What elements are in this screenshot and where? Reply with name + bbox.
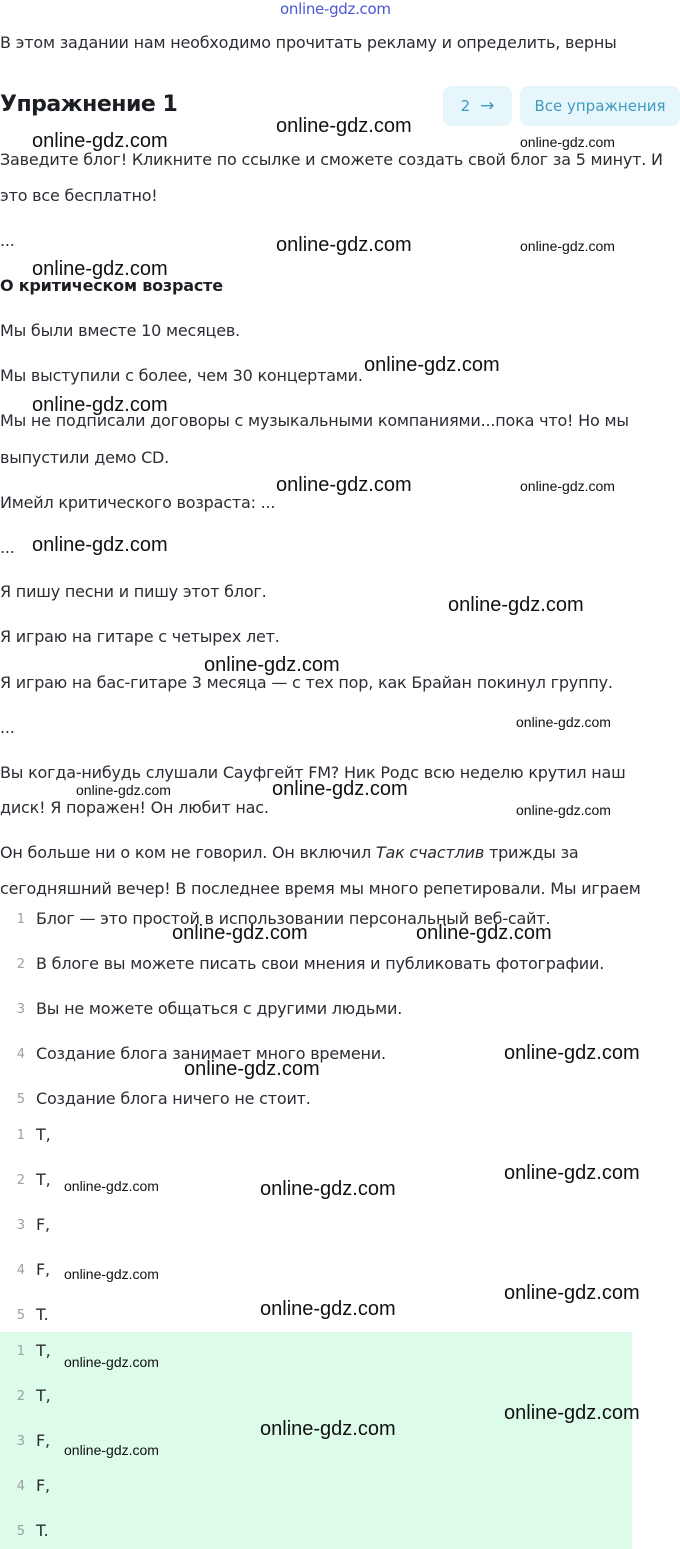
paragraph-part: Он больше ни о ком не говорил. Он включил (0, 843, 376, 862)
answer-number: 2 (16, 1389, 25, 1404)
watermark: online-gdz.com (276, 234, 412, 256)
statement-number: 1 (16, 912, 25, 927)
page-title: Упражнение 1 (0, 92, 178, 117)
watermark: online-gdz.com (64, 1266, 159, 1282)
paragraph: Я играю на бас-гитаре 3 месяца — с тех пор, как Брайан покинул группу. (0, 673, 613, 692)
paragraph: Заведите блог! Кликните по ссылке и сможете создать свой блог за 5 минут. И (0, 150, 663, 169)
paragraph: Мы выступили с более, чем 30 концертами. (0, 366, 363, 385)
paragraph: Я пишу песни и пишу этот блог. (0, 582, 267, 601)
answer-number: 3 (16, 1434, 25, 1449)
statement-text: Создание блога ничего не стоит. (36, 1089, 311, 1108)
ellipsis: ... (0, 718, 15, 737)
watermark: online-gdz.com (64, 1178, 159, 1194)
answer-number: 4 (16, 1263, 25, 1278)
statement-text: В блоге вы можете писать свои мнения и публиковать фотографии. (36, 954, 605, 973)
paragraph: Мы были вместе 10 месяцев. (0, 321, 240, 340)
watermark: online-gdz.com (32, 130, 168, 152)
next-exercise-label: 2 (460, 96, 471, 115)
blog-heading: О критическом возрасте (0, 276, 223, 295)
answer-number: 4 (16, 1479, 25, 1494)
paragraph: выпустили демо CD. (0, 448, 170, 467)
watermark: online-gdz.com (32, 534, 168, 556)
answer-text: T, (36, 1386, 51, 1405)
intro-text: В этом задании нам необходимо прочитать рекламу и определить, верны (0, 33, 617, 52)
watermark: online-gdz.com (520, 478, 615, 494)
paragraph (0, 845, 579, 861)
paragraph: Мы не подписали договоры с музыкальными компаниями...пока что! Но мы (0, 411, 629, 430)
song-title: Так счастлив (375, 843, 485, 862)
watermark: online-gdz.com (516, 714, 611, 730)
watermark: online-gdz.com (204, 654, 340, 676)
watermark: online-gdz.com (184, 1058, 320, 1080)
watermark: online-gdz.com (260, 1178, 396, 1200)
answer-text: F, (36, 1260, 50, 1279)
watermark: online-gdz.com (276, 474, 412, 496)
watermark: online-gdz.com (276, 115, 412, 137)
all-exercises-button[interactable]: Все упражнения (520, 86, 680, 126)
answer-number: 1 (16, 1344, 25, 1359)
statement-number: 5 (16, 1092, 25, 1107)
answer-text: T, (36, 1170, 51, 1189)
watermark: online-gdz.com (32, 394, 168, 416)
watermark: online-gdz.com (504, 1402, 640, 1424)
answer-text: T. (36, 1521, 49, 1540)
paragraph: Я играю на гитаре с четырех лет. (0, 627, 280, 646)
statement-text: Создание блога занимает много времени. (36, 1044, 386, 1063)
next-exercise-button[interactable] (443, 86, 512, 126)
statement-number: 2 (16, 957, 25, 972)
watermark: online-gdz.com (172, 922, 308, 944)
watermark: online-gdz.com (260, 1298, 396, 1320)
paragraph: это все бесплатно! (0, 186, 158, 205)
watermark: online-gdz.com (64, 1442, 159, 1458)
watermark: online-gdz.com (76, 782, 171, 798)
answer-text: F, (36, 1476, 50, 1495)
watermark: online-gdz.com (260, 1418, 396, 1440)
watermark: online-gdz.com (520, 134, 615, 150)
answer-number: 2 (16, 1173, 25, 1188)
watermark: online-gdz.com (504, 1162, 640, 1184)
answer-text: T, (36, 1341, 51, 1360)
answer-text: F, (36, 1431, 50, 1450)
site-link[interactable]: online-gdz.com (280, 0, 391, 18)
paragraph: Вы когда-нибудь слушали Сауфгейт FM? Ник Родс всю неделю крутил наш (0, 763, 626, 782)
watermark: online-gdz.com (520, 238, 615, 254)
answer-text: T. (36, 1305, 49, 1324)
statement-text: Блог — это простой в использовании персональный веб-сайт. (36, 909, 551, 928)
statement-text: Вы не можете общаться с другими людьми. (36, 999, 403, 1018)
watermark: online-gdz.com (416, 922, 552, 944)
paragraph: диск! Я поражен! Он любит нас. (0, 798, 269, 817)
statement-number: 3 (16, 1002, 25, 1017)
watermark: online-gdz.com (64, 1354, 159, 1370)
answer-number: 5 (16, 1524, 25, 1539)
statement-number: 4 (16, 1047, 25, 1062)
watermark: online-gdz.com (272, 778, 408, 800)
answer-number: 1 (16, 1128, 25, 1143)
paragraph: Имейл критического возраста: ... (0, 493, 276, 512)
watermark: online-gdz.com (364, 354, 500, 376)
answer-number: 3 (16, 1218, 25, 1233)
paragraph-part: трижды за (484, 843, 579, 862)
watermark: online-gdz.com (448, 594, 584, 616)
ellipsis: ... (0, 538, 15, 557)
watermark: online-gdz.com (504, 1042, 640, 1064)
answer-number: 5 (16, 1308, 25, 1323)
watermark: online-gdz.com (516, 802, 611, 818)
paragraph: сегодняшний вечер! В последнее время мы много репетировали. Мы играем (0, 879, 641, 898)
arrow-right-icon: → (480, 95, 495, 116)
watermark: online-gdz.com (32, 258, 168, 280)
watermark: online-gdz.com (504, 1282, 640, 1304)
answer-text: F, (36, 1215, 50, 1234)
ellipsis: ... (0, 231, 15, 250)
answer-text: T, (36, 1125, 51, 1144)
